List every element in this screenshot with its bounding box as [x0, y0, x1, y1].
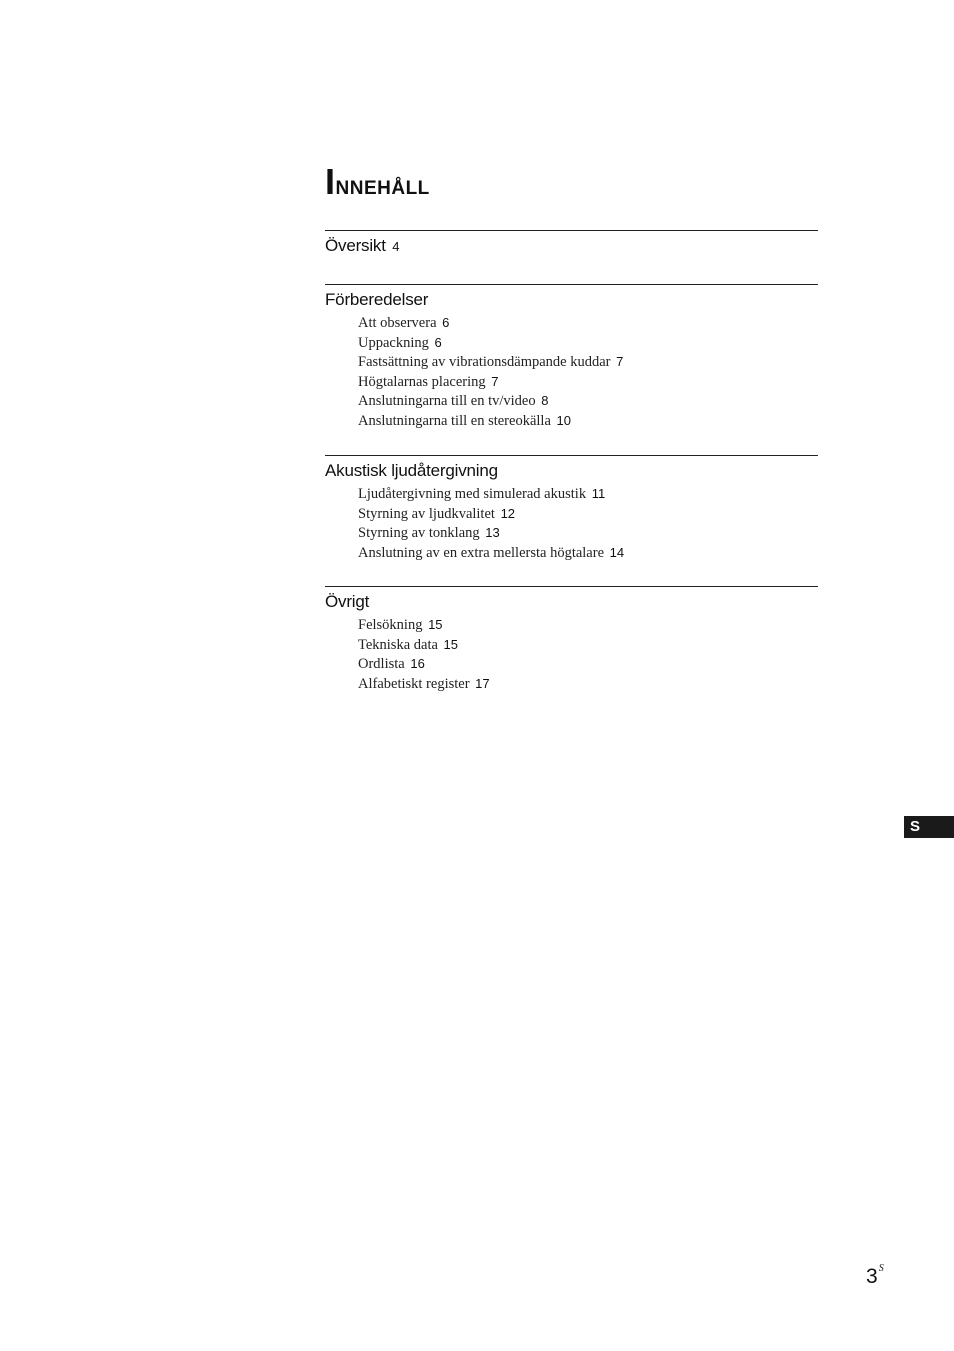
language-tab: S: [904, 816, 954, 838]
toc-entry-page: 6: [434, 334, 442, 350]
toc-entry[interactable]: [358, 484, 818, 504]
section-heading[interactable]: [325, 285, 818, 311]
section-heading[interactable]: [325, 456, 818, 482]
toc-entry-label: Alfabetiskt register: [358, 675, 470, 692]
toc-entry-page: 8: [541, 393, 549, 408]
toc-entry-label: Styrning av ljudkvalitet: [358, 505, 495, 522]
toc-entry-label: Högtalarnas placering: [358, 373, 486, 390]
toc-entry-page: 15: [428, 617, 443, 632]
toc-entry-label: Anslutningarna till en stereokälla: [358, 412, 551, 429]
toc-entry-page: 13: [485, 525, 500, 540]
section-heading[interactable]: [325, 231, 818, 257]
toc-entry[interactable]: [358, 313, 818, 333]
toc-entry[interactable]: [358, 333, 818, 353]
toc-entry-label: Styrning av tonklang: [358, 525, 480, 541]
toc-entry-page: 16: [410, 656, 425, 671]
toc-entry[interactable]: [358, 635, 818, 655]
toc-entry[interactable]: [358, 391, 818, 411]
toc-entry-page: 10: [556, 412, 571, 428]
page-title: [325, 161, 430, 202]
toc-entry-list: [325, 313, 818, 430]
toc-section-oversikt: [325, 230, 818, 257]
toc-entry-label: Ordlista: [358, 656, 405, 672]
toc-entry[interactable]: [358, 523, 818, 543]
toc-entry-label: Anslutning av en extra mellersta högtalare: [358, 544, 605, 561]
toc-section-forberedelser: [325, 284, 818, 430]
toc-entry-label: Tekniska data: [358, 636, 438, 653]
page-number-value: 3: [866, 1265, 878, 1288]
toc-entry[interactable]: [358, 411, 818, 431]
toc-entry-page: 14: [609, 544, 625, 560]
title-initial: I: [325, 161, 336, 202]
toc-section-ovrigt: [325, 586, 818, 693]
toc-entry[interactable]: [358, 654, 818, 674]
toc-entry-list: [325, 615, 818, 693]
toc-entry-page: 12: [500, 505, 516, 521]
toc-entry-page: 17: [475, 675, 490, 691]
toc-entry-label: Fastsättning av vibrationsdämpande kuddar: [358, 354, 611, 370]
toc-entry-page: 15: [443, 636, 459, 652]
toc-entry[interactable]: [358, 504, 818, 524]
toc-entry[interactable]: [358, 352, 818, 372]
toc-entry-label: Att observera: [358, 315, 437, 331]
title-rest: nnehåll: [335, 170, 430, 200]
toc-entry-label: Uppackning: [358, 334, 429, 351]
toc-entry-page: 6: [442, 315, 450, 330]
section-heading-label: Övrigt: [325, 592, 370, 611]
toc-entry-label: Anslutningarna till en tv/video: [358, 393, 536, 409]
page-number: [866, 1263, 884, 1288]
toc-entry[interactable]: [358, 543, 818, 563]
page-number-suffix: S: [878, 1263, 884, 1274]
section-heading[interactable]: [325, 587, 818, 613]
section-page-number: 4: [392, 239, 400, 254]
section-heading-label: Översikt: [325, 236, 386, 255]
toc-entry-label: Ljudåtergivning med simulerad akustik: [358, 486, 587, 502]
toc-entry[interactable]: [358, 615, 818, 635]
toc-entry-label: Felsökning: [358, 617, 423, 633]
toc-entry[interactable]: [358, 372, 818, 392]
toc-entry-page: 11: [591, 486, 606, 501]
section-heading-label: Förberedelser: [325, 290, 429, 309]
toc-entry-page: 7: [616, 354, 624, 369]
toc-entry[interactable]: [358, 674, 818, 694]
toc-entry-list: [325, 484, 818, 562]
toc-section-akustisk: [325, 455, 818, 562]
toc-entry-page: 7: [491, 373, 499, 389]
section-heading-label: Akustisk ljudåtergivning: [325, 461, 498, 480]
